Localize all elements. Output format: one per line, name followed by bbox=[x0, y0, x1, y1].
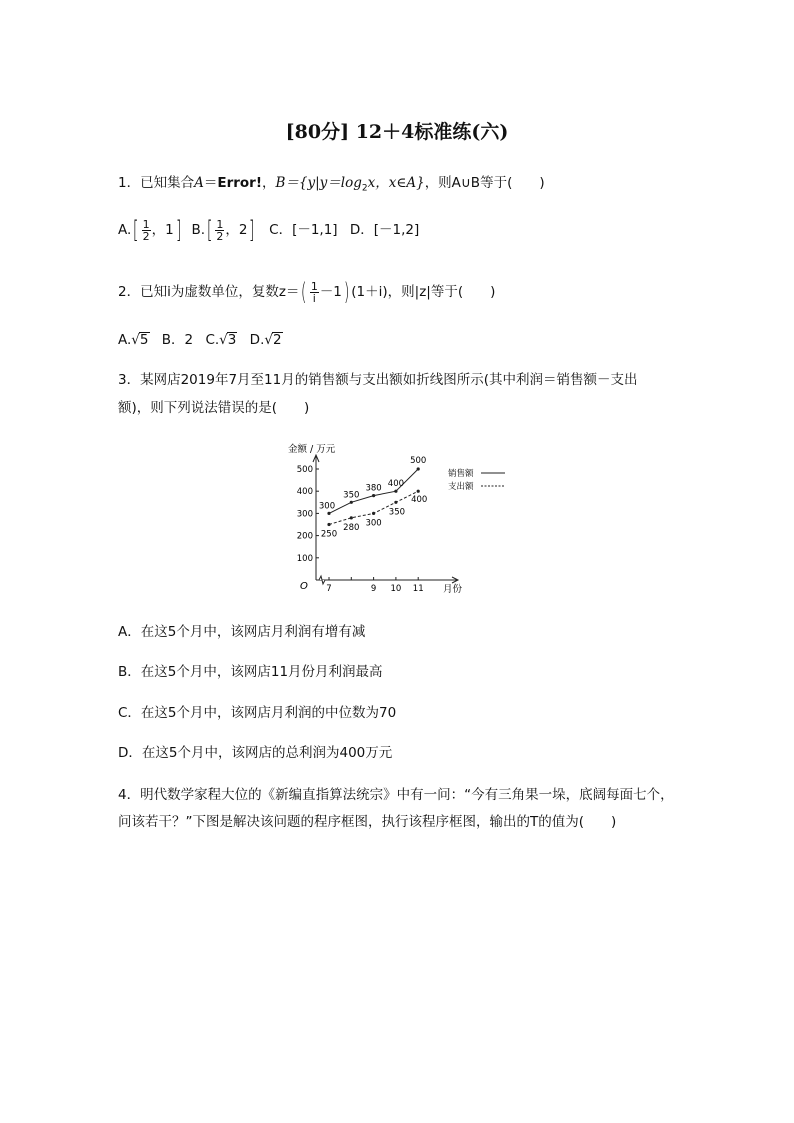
q2-option-c-label: C. bbox=[205, 332, 220, 348]
sqrt-radicand: 2 bbox=[272, 332, 282, 348]
y-tick-label: 100 bbox=[296, 553, 313, 564]
q1-option-a-label: A. bbox=[118, 222, 132, 238]
fraction bbox=[215, 219, 224, 242]
axis-break-icon bbox=[319, 576, 325, 584]
data-label: 380 bbox=[365, 483, 382, 494]
fraction-numerator: 1 bbox=[216, 217, 224, 231]
right-bracket-icon: ] bbox=[175, 216, 182, 244]
sales-point bbox=[394, 490, 397, 493]
sales-point bbox=[327, 512, 330, 515]
x-tick-label: 9 bbox=[370, 584, 377, 594]
q1-sep: ， bbox=[261, 175, 276, 191]
y-tick-label: 300 bbox=[296, 509, 313, 520]
sales-point bbox=[350, 501, 353, 504]
expense-point bbox=[327, 523, 330, 526]
chart-ylabel: 金额 / 万元 bbox=[288, 444, 336, 455]
q3-option-b[interactable]: B．在这5个月中，该网店11月份月利润最高 bbox=[118, 664, 383, 680]
q3-line-2: 额)，则下列说法错误的是( ) bbox=[118, 400, 310, 416]
q1-option-d[interactable]: D．[－1,2] bbox=[349, 222, 420, 238]
q2-minus-one: －1 bbox=[319, 284, 342, 300]
y-tick-label: 500 bbox=[296, 465, 313, 475]
chart-axes bbox=[313, 455, 458, 584]
sales-point bbox=[372, 494, 375, 497]
right-paren-icon: ) bbox=[343, 278, 350, 306]
data-label: 300 bbox=[365, 518, 382, 529]
data-label: 300 bbox=[318, 501, 336, 512]
fraction-numerator: 1 bbox=[142, 217, 150, 231]
data-label: 350 bbox=[343, 490, 360, 501]
expense-point bbox=[394, 501, 397, 504]
q1-option-a-right: ，1 bbox=[151, 222, 174, 238]
right-bracket-icon: ] bbox=[249, 216, 255, 244]
expense-point bbox=[350, 516, 353, 519]
q3-option-a[interactable]: A．在这5个月中，该网店月利润有增有减 bbox=[118, 624, 366, 640]
q3-option-c[interactable]: C．在这5个月中，该网店月利润的中位数为70 bbox=[118, 705, 397, 721]
q1-option-b-right: ，2 bbox=[225, 222, 248, 238]
q1-set-a: A bbox=[194, 175, 204, 191]
q2-options bbox=[118, 330, 283, 350]
q2-number: 2． bbox=[118, 284, 141, 300]
left-paren-icon: ( bbox=[301, 278, 307, 306]
y-tick-label: 400 bbox=[296, 487, 313, 498]
fraction-denominator: 2 bbox=[216, 229, 224, 243]
q1-option-c[interactable]: C．[－1,1] bbox=[269, 222, 338, 238]
q1-text: 已知集合 bbox=[140, 175, 195, 191]
data-label: 400 bbox=[387, 479, 405, 490]
fraction-denominator: 2 bbox=[142, 229, 150, 243]
q3-option-d[interactable]: D．在这5个月中，该网店的总利润为400万元 bbox=[118, 745, 393, 761]
fraction bbox=[142, 219, 151, 242]
data-label: 250 bbox=[320, 529, 338, 540]
q2-option-c[interactable]: C.√3 bbox=[205, 332, 237, 348]
legend-label: 支出额 bbox=[448, 482, 474, 492]
x-tick-label: 11 bbox=[412, 584, 424, 594]
chart-legend bbox=[448, 468, 505, 492]
q1-text-end: ，则A∪B等于( ) bbox=[424, 175, 545, 191]
legend-label: 销售额 bbox=[448, 469, 474, 479]
sales-line-chart bbox=[280, 438, 520, 603]
fraction bbox=[310, 281, 319, 304]
expense-point bbox=[417, 490, 420, 493]
x-tick-label: 10 bbox=[390, 584, 402, 594]
q1-set-b-rest: x，x∈A} bbox=[367, 175, 425, 191]
data-label: 350 bbox=[388, 507, 406, 518]
q1-log-base: 2 bbox=[361, 183, 368, 194]
data-label: 400 bbox=[411, 495, 428, 506]
q2-option-b[interactable]: B．2 bbox=[161, 332, 194, 348]
q2-text-end: (1＋i)，则|z|等于( ) bbox=[351, 284, 496, 300]
left-bracket-icon: [ bbox=[206, 216, 213, 244]
q1-option-a[interactable] bbox=[118, 216, 187, 244]
sqrt-radicand: 3 bbox=[227, 332, 237, 348]
question-4 bbox=[118, 785, 674, 805]
question-3 bbox=[118, 370, 637, 390]
y-tick-label: 200 bbox=[296, 531, 313, 542]
data-label: 500 bbox=[410, 456, 427, 466]
q2-option-d-label: D. bbox=[249, 332, 265, 348]
chart-xlabel: 月份 bbox=[443, 584, 463, 595]
q3-number: 3． bbox=[118, 372, 141, 388]
q2-option-d[interactable]: D.√2 bbox=[249, 332, 282, 348]
x-tick-label: 7 bbox=[326, 584, 332, 594]
q3-line-1: 某网店2019年7月至11月的销售额与支出额如折线图所示(其中利润＝销售额－支出 bbox=[140, 372, 638, 388]
question-2 bbox=[118, 280, 495, 304]
q2-option-a[interactable]: A.√5 bbox=[118, 332, 149, 348]
fraction-numerator: 1 bbox=[310, 279, 318, 293]
data-label: 280 bbox=[343, 522, 360, 533]
q1-set-b: B＝{y|y＝log bbox=[275, 175, 362, 191]
q1-option-b-label: B. bbox=[191, 222, 205, 238]
chart-origin: O bbox=[300, 581, 308, 592]
chart-series bbox=[319, 456, 427, 540]
q4-number: 4． bbox=[118, 787, 141, 803]
fraction-denominator: i bbox=[312, 291, 316, 305]
q1-eq: ＝ bbox=[203, 175, 218, 191]
q1-option-b[interactable] bbox=[191, 216, 261, 244]
sqrt-radicand: 5 bbox=[139, 332, 149, 348]
q4-line-1: 明代数学家程大位的《新编直指算法统宗》中有一问：“今有三角果一垛，底阔每面七个， bbox=[140, 787, 674, 803]
left-bracket-icon: [ bbox=[133, 216, 139, 244]
page-title: [80分] 12＋4标准练(六) bbox=[285, 121, 509, 143]
sales-point bbox=[417, 467, 420, 470]
q4-line-2: 问该若干？”下图是解决该问题的程序框图，执行该程序框图，输出的T的值为( ) bbox=[118, 814, 617, 830]
q2-text: 已知i为虚数单位，复数z＝ bbox=[140, 284, 300, 300]
expense-point bbox=[372, 512, 375, 515]
q2-option-a-label: A. bbox=[118, 332, 132, 348]
q1-error-text: Error! bbox=[217, 175, 262, 191]
q1-options bbox=[118, 218, 419, 242]
q1-number: 1． bbox=[118, 175, 141, 191]
question-1 bbox=[118, 173, 545, 199]
